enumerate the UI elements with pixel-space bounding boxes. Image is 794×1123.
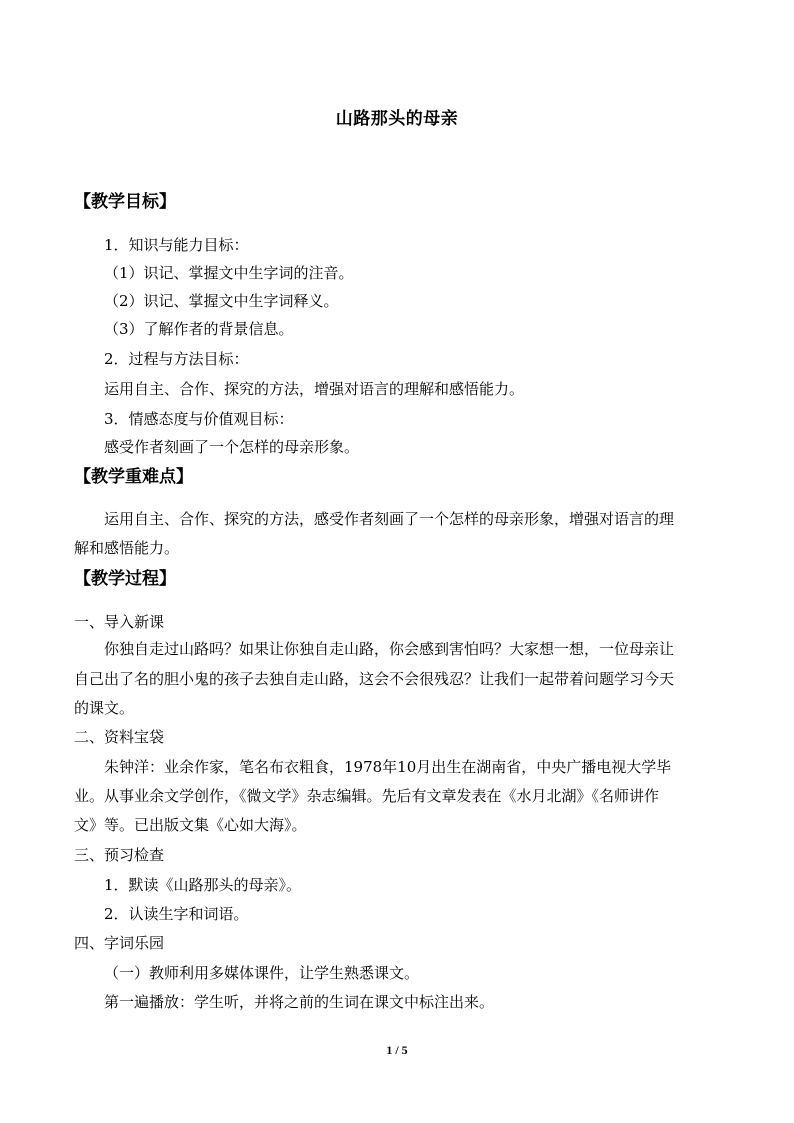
objective-item: （1）识记、掌握文中生字词的注音。 xyxy=(104,264,354,282)
objective-item: 感受作者刻画了一个怎样的母亲形象。 xyxy=(104,438,360,456)
paragraph-line: 运用自主、合作、探究的方法，感受作者刻画了一个怎样的母亲形象，增强对语言的理 xyxy=(104,510,675,528)
objective-item: （2）识记、掌握文中生字词释义。 xyxy=(104,292,339,310)
section-heading: 四、字词乐园 xyxy=(74,934,165,952)
heading-objectives: 【教学目标】 xyxy=(74,192,176,212)
paragraph-line: 解和感悟能力。 xyxy=(74,539,180,557)
objective-item: 运用自主、合作、探究的方法，增强对语言的理解和感悟能力。 xyxy=(104,380,525,398)
page-number: 1 / 5 xyxy=(386,1043,408,1057)
section-heading: 三、预习检查 xyxy=(74,846,165,864)
objective-process: 2．过程与方法目标： xyxy=(104,350,249,368)
page-title: 山路那头的母亲 xyxy=(335,109,459,129)
objective-item: （3）了解作者的背景信息。 xyxy=(104,320,294,338)
list-item: 1．默读《山路那头的母亲》。 xyxy=(104,876,302,894)
objective-knowledge: 1．知识与能力目标： xyxy=(104,236,249,254)
heading-process: 【教学过程】 xyxy=(74,569,176,589)
paragraph-line: 自己出了名的胆小鬼的孩子去独自走山路，这会不会很残忍？让我们一起带着问题学习今天 xyxy=(74,670,675,688)
section-heading: 一、导入新课 xyxy=(74,613,165,631)
paragraph-line: 朱钟洋：业余作家，笔名布衣粗食，1978年10月出生在湖南省，中央广播电视大学毕 xyxy=(104,758,672,776)
paragraph-line: 的课文。 xyxy=(74,699,135,717)
paragraph-line: 你独自走过山路吗？如果让你独自走山路，你会感到害怕吗？大家想一想，一位母亲让 xyxy=(104,640,675,658)
paragraph-line: 业。从事业余文学创作，《微文学》杂志编辑。先后有文章发表在《水月北湖》《名师讲作 xyxy=(74,787,660,805)
list-item: （一）教师利用多媒体课件，让学生熟悉课文。 xyxy=(104,964,420,982)
paragraph-line: 文》等。已出版文集《心如大海》。 xyxy=(74,816,307,834)
objective-emotion: 3．情感态度与价值观目标： xyxy=(104,410,294,428)
section-heading: 二、资料宝袋 xyxy=(74,728,165,746)
list-item: 2．认读生字和词语。 xyxy=(104,905,249,923)
paragraph-line: 第一遍播放：学生听，并将之前的生词在课文中标注出来。 xyxy=(104,993,495,1011)
heading-keypoints: 【教学重难点】 xyxy=(74,467,193,487)
